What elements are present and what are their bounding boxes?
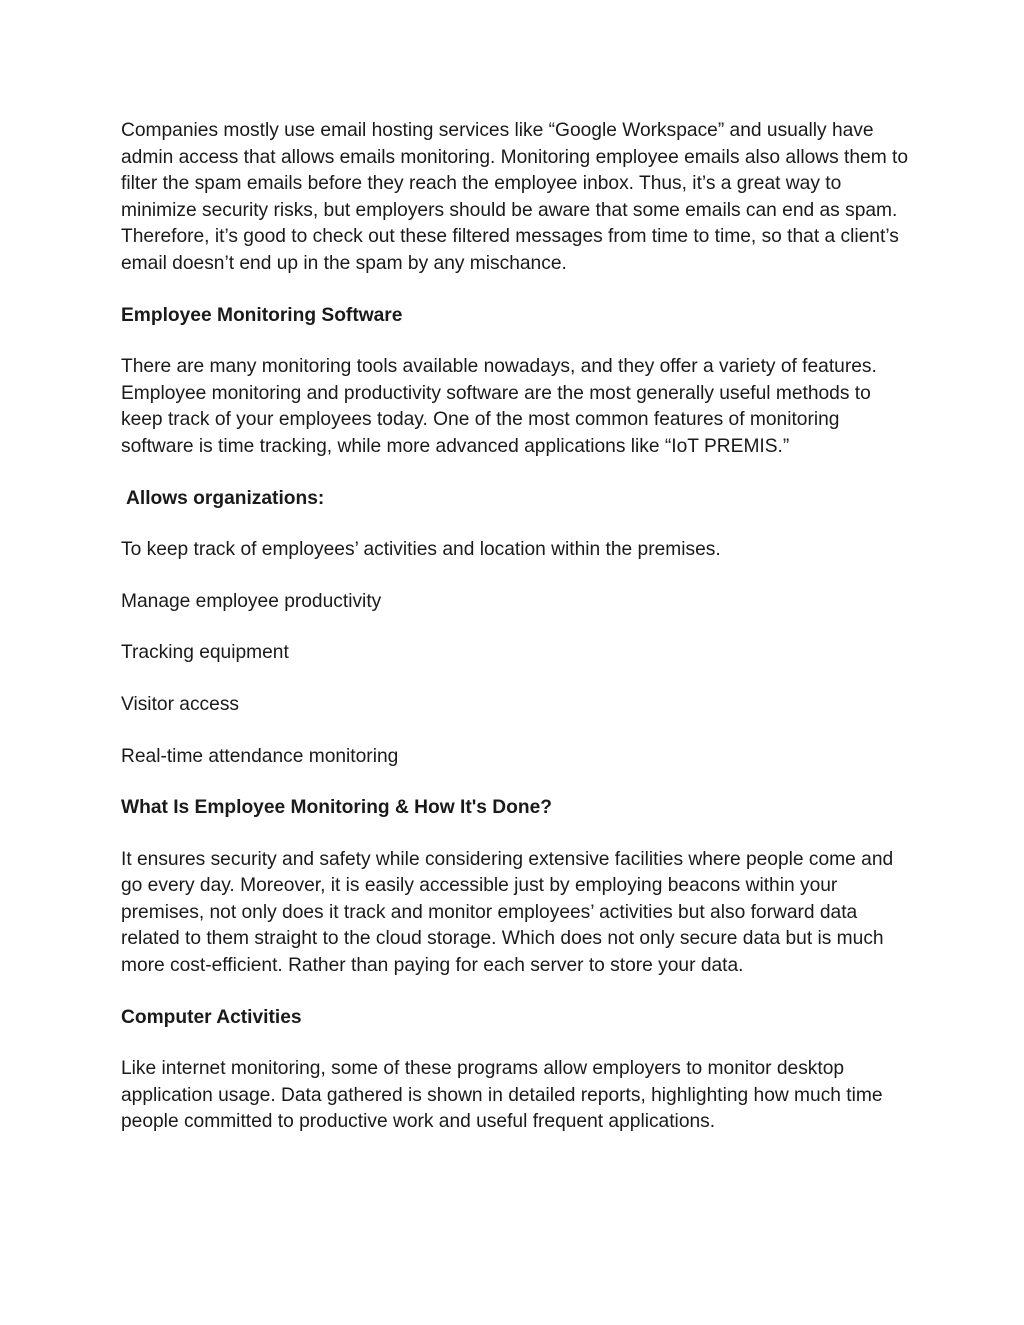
paragraph-monitoring-software: There are many monitoring tools available nowadays, and they offer a variety of features. Employee monitoring and productivity software are the most generally useful methods to keep track of your employees today. One of the most common features of monitoring software is time tracking, while more advanced applications like “IoT PREMIS.”	[121, 356, 877, 457]
heading-allows-organizations: Allows organizations:	[126, 487, 325, 509]
heading-computer-activities: Computer Activities	[121, 1006, 302, 1028]
list-item: To keep track of employees’ activities and location within the premises.	[121, 539, 721, 561]
heading-what-is-employee-monitoring: What Is Employee Monitoring & How It's Done?	[121, 797, 552, 819]
paragraph-email-monitoring: Companies mostly use email hosting services like “Google Workspace” and usually have admin access that allows emails monitoring. Monitoring employee emails also allows them to filter the spam emails before they reach the employee inbox. Thus, it’s a great way to minimize security risks, but employers should be aware that some emails can end as spam. Therefore, it’s good to check out these filtered messages from time to time, so that a client’s email doesn’t end up in the spam by any mischance.	[121, 120, 909, 274]
list-item: Real-time attendance monitoring	[121, 745, 399, 767]
list-item: Manage employee productivity	[121, 590, 382, 612]
list-item: Visitor access	[121, 693, 240, 715]
document-body	[121, 118, 911, 1161]
paragraph-what-is: It ensures security and safety while considering extensive facilities where people come and go every day. Moreover, it is easily accessible just by employing beacons within your premises, not only does it track and monitor employees’ activities but also forward data related to them straight to the cloud storage. Which does not only secure data but is much more cost-efficient. Rather than paying for each server to store your data.	[121, 848, 894, 977]
heading-employee-monitoring-software: Employee Monitoring Software	[121, 304, 403, 326]
list-item: Tracking equipment	[121, 642, 289, 664]
paragraph-computer-activities: Like internet monitoring, some of these programs allow employers to monitor desktop application usage. Data gathered is shown in detailed reports, highlighting how much time people committed to productive work and useful frequent applications.	[121, 1058, 883, 1133]
